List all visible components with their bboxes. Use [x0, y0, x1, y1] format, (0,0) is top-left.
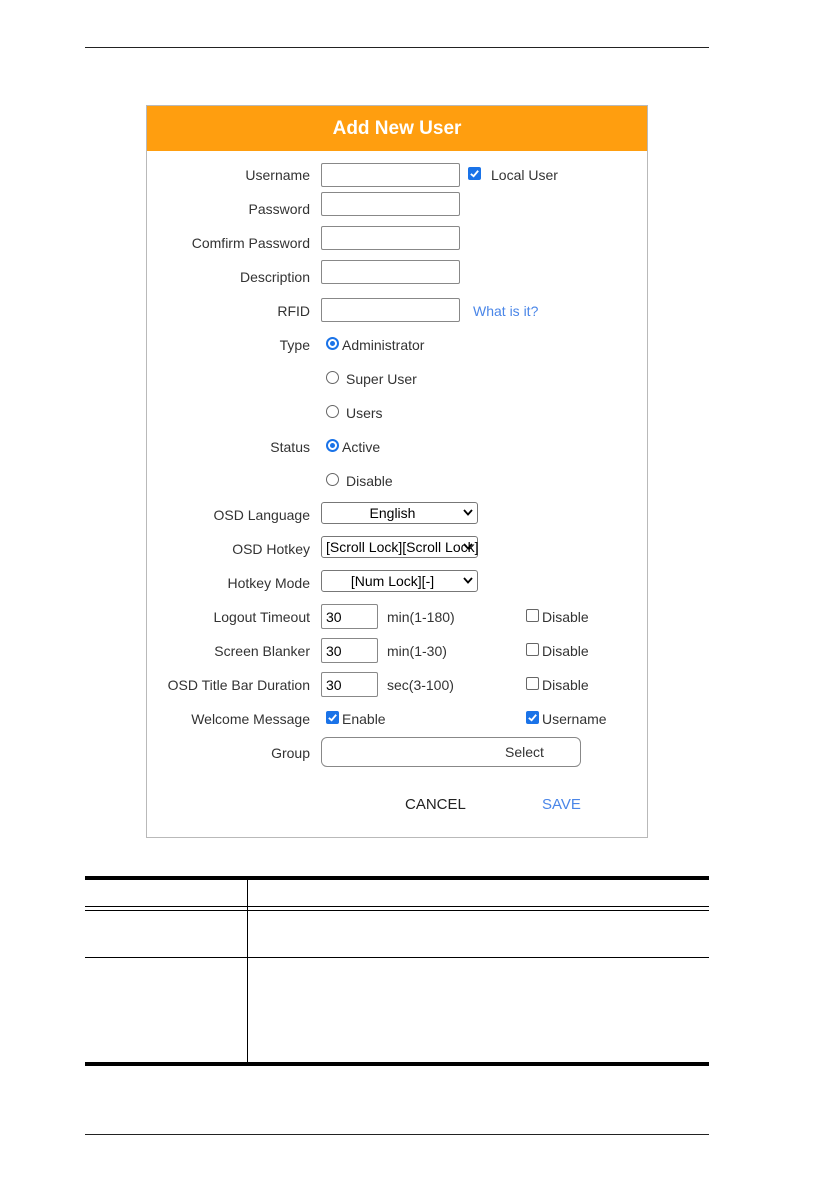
osd-language-label: OSD Language — [213, 507, 310, 523]
screen-blanker-disable-checkbox[interactable] — [526, 643, 539, 656]
screen-blanker-unit: min(1-30) — [387, 643, 447, 659]
check-icon — [527, 712, 538, 723]
osd-hotkey-label: OSD Hotkey — [232, 541, 310, 557]
password-input[interactable] — [321, 192, 460, 216]
table-top-border — [85, 876, 709, 880]
check-icon — [327, 712, 338, 723]
logout-timeout-unit: min(1-180) — [387, 609, 455, 625]
type-super-user-label: Super User — [346, 371, 417, 387]
hotkey-mode-value: [Num Lock][-] — [350, 573, 435, 589]
hotkey-mode-label: Hotkey Mode — [227, 575, 310, 591]
rfid-label: RFID — [277, 303, 310, 319]
status-active-label: Active — [342, 439, 381, 455]
table-header-rule — [85, 906, 709, 907]
type-users-radio[interactable] — [326, 405, 339, 418]
osd-language-value: English — [369, 505, 416, 521]
osd-language-select[interactable] — [321, 502, 478, 524]
rfid-help-link[interactable]: What is it? — [473, 303, 539, 319]
type-administrator-label: Administrator — [342, 337, 425, 353]
local-user-label: Local User — [491, 167, 558, 183]
welcome-username-checkbox[interactable] — [526, 711, 539, 724]
table-bottom-border — [85, 1062, 709, 1066]
confirm-password-label: Comfirm Password — [191, 235, 310, 251]
confirm-password-input[interactable] — [321, 226, 460, 250]
osd-hotkey-select[interactable] — [321, 536, 478, 558]
welcome-enable-checkbox[interactable] — [326, 711, 339, 724]
osd-title-bar-duration-input[interactable] — [321, 672, 378, 697]
type-label: Type — [279, 337, 310, 353]
logout-timeout-disable-checkbox[interactable] — [526, 609, 539, 622]
description-input[interactable] — [321, 260, 460, 284]
type-administrator-radio[interactable] — [326, 337, 339, 350]
hotkey-mode-select[interactable] — [321, 570, 478, 592]
status-label: Status — [270, 439, 310, 455]
osd-title-bar-duration-disable-label: Disable — [542, 677, 589, 693]
screen-blanker-disable-label: Disable — [542, 643, 589, 659]
status-active-radio[interactable] — [326, 439, 339, 452]
logout-timeout-label: Logout Timeout — [213, 609, 310, 625]
group-label: Group — [271, 745, 310, 761]
chevron-down-icon — [463, 577, 473, 584]
group-select-label: Select — [505, 744, 544, 760]
username-input[interactable] — [321, 163, 460, 187]
logout-timeout-disable-label: Disable — [542, 609, 589, 625]
status-disable-radio[interactable] — [326, 473, 339, 486]
welcome-message-label: Welcome Message — [191, 711, 310, 727]
page-top-rule — [85, 47, 709, 48]
username-label: Username — [245, 167, 310, 183]
check-icon — [469, 168, 480, 179]
screen-blanker-input[interactable] — [321, 638, 378, 663]
page-bottom-rule — [85, 1134, 709, 1135]
welcome-enable-label: Enable — [342, 711, 386, 727]
chevron-down-icon — [463, 509, 473, 516]
chevron-down-icon — [463, 543, 473, 550]
osd-title-bar-duration-label: OSD Title Bar Duration — [167, 677, 310, 693]
table-header-rule-2 — [85, 910, 709, 911]
screen-blanker-label: Screen Blanker — [214, 643, 310, 659]
osd-hotkey-value: [Scroll Lock][Scroll Lock] — [326, 539, 479, 555]
password-label: Password — [248, 201, 310, 217]
dialog-title: Add New User — [147, 106, 647, 151]
description-label: Description — [239, 269, 310, 285]
table-row-divider — [85, 957, 709, 958]
add-new-user-dialog — [146, 105, 648, 838]
cancel-button[interactable]: CANCEL — [405, 796, 466, 813]
rfid-input[interactable] — [321, 298, 460, 322]
logout-timeout-input[interactable] — [321, 604, 378, 629]
status-disable-label: Disable — [346, 473, 393, 489]
save-button[interactable]: SAVE — [542, 796, 581, 813]
type-users-label: Users — [346, 405, 383, 421]
osd-title-bar-duration-unit: sec(3-100) — [387, 677, 454, 693]
group-select-button[interactable] — [321, 737, 581, 767]
welcome-username-label: Username — [542, 711, 607, 727]
type-super-user-radio[interactable] — [326, 371, 339, 384]
local-user-checkbox[interactable] — [468, 167, 481, 180]
table-column-divider — [247, 880, 248, 1062]
osd-title-bar-duration-disable-checkbox[interactable] — [526, 677, 539, 690]
